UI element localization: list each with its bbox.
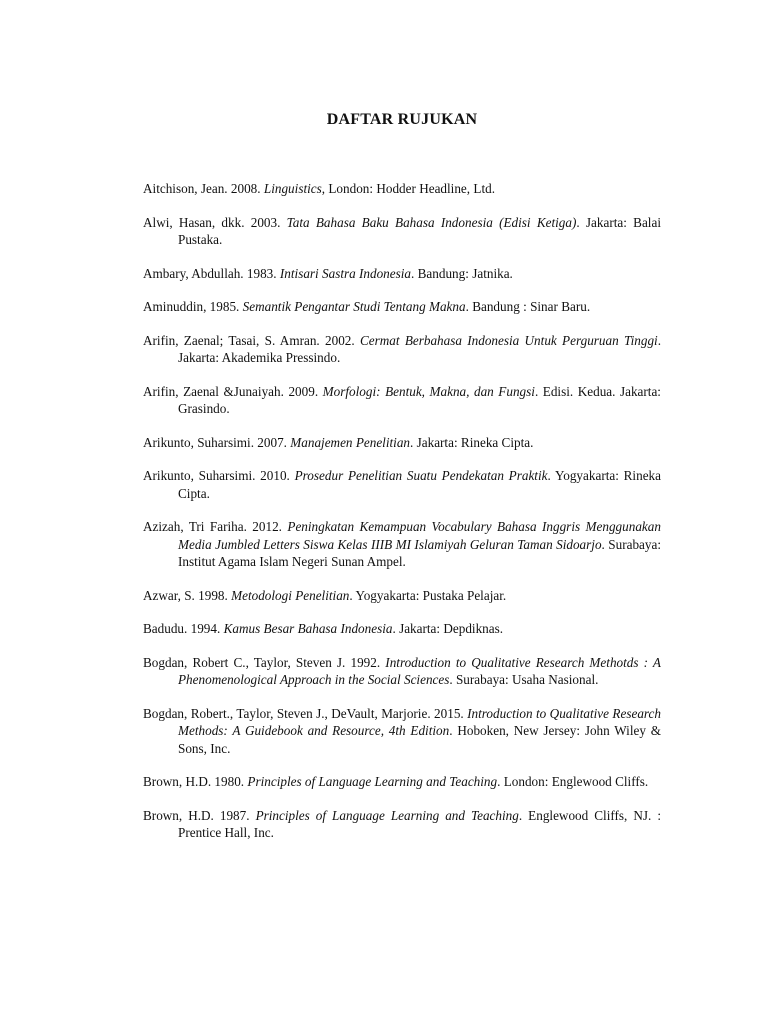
reference-publisher: . Hoboken, New Jersey: John Wiley & Sons, Inc. bbox=[178, 723, 661, 756]
reference-publisher: . Jakarta: Balai Pustaka. bbox=[178, 214, 661, 247]
reference-entry bbox=[143, 518, 661, 571]
reference-entry bbox=[143, 773, 661, 791]
reference-entry bbox=[143, 620, 661, 638]
reference-title: Cermat Berbahasa Indonesia Untuk Perguruan Tinggi bbox=[359, 332, 658, 348]
reference-publisher: . Jakarta: Depdiknas. bbox=[392, 621, 504, 636]
reference-entry bbox=[143, 467, 661, 502]
reference-publisher: . Bandung : Sinar Baru. bbox=[465, 299, 591, 314]
reference-entry bbox=[143, 654, 661, 689]
page-title: DAFTAR RUJUKAN bbox=[326, 111, 478, 128]
reference-title: Linguistics bbox=[263, 181, 322, 196]
reference-author-year: Ambary, Abdullah. 1983. bbox=[143, 265, 280, 281]
reference-author-year: Aminuddin, 1985. bbox=[143, 299, 243, 314]
reference-publisher: . Englewood Cliffs, NJ. : Prentice Hall, Inc. bbox=[178, 807, 661, 840]
reference-publisher: . Edisi. Kedua. Jakarta: Grasindo. bbox=[178, 383, 661, 416]
reference-title: Metodologi Penelitian bbox=[231, 587, 350, 603]
reference-title: Semantik Pengantar Studi Tentang Makna bbox=[242, 299, 466, 314]
reference-author-year: Brown, H.D. 1987. bbox=[143, 807, 256, 823]
reference-author-year: Aitchison, Jean. 2008. bbox=[143, 181, 264, 196]
reference-author-year: Brown, H.D. 1980. bbox=[143, 774, 248, 789]
reference-author-year: Arifin, Zaenal; Tasai, S. Amran. 2002. bbox=[143, 332, 360, 348]
reference-author-year: Alwi, Hasan, dkk. 2003. bbox=[143, 214, 287, 230]
reference-publisher: , London: Hodder Headline, Ltd. bbox=[321, 181, 495, 196]
reference-entry bbox=[143, 705, 661, 758]
reference-publisher: . Surabaya: Institut Agama Islam Negeri Sunan Ampel. bbox=[178, 536, 662, 569]
reference-entry bbox=[143, 214, 661, 249]
reference-title: Principles of Language Learning and Teaching bbox=[255, 807, 519, 823]
reference-title: Tata Bahasa Baku Bahasa Indonesia (Edisi Ketiga) bbox=[286, 214, 577, 230]
reference-title: Intisari Sastra Indonesia bbox=[279, 265, 412, 281]
reference-title: Morfologi: Bentuk, Makna, dan Fungsi bbox=[322, 383, 535, 399]
reference-author-year: Azwar, S. 1998. bbox=[143, 587, 232, 603]
reference-entry bbox=[143, 180, 661, 198]
reference-title: Introduction to Qualitative Research Methotds : A Phenomenological Approach in the Social Sciences bbox=[178, 654, 661, 687]
reference-publisher: . Jakarta: Rineka Cipta. bbox=[410, 434, 534, 450]
reference-entry bbox=[143, 332, 661, 367]
reference-publisher: . Bandung: Jatnika. bbox=[411, 265, 513, 281]
reference-publisher: . Surabaya: Usaha Nasional. bbox=[449, 672, 599, 687]
reference-title: Introduction to Qualitative Research Methods: A Guidebook and Resource, 4th Edition bbox=[178, 705, 661, 738]
reference-title: Manajemen Penelitian bbox=[290, 434, 411, 450]
reference-author-year: Bogdan, Robert C., Taylor, Steven J. 1992. bbox=[143, 654, 386, 670]
reference-entry bbox=[143, 265, 661, 283]
reference-title: Peningkatan Kemampuan Vocabulary Bahasa Inggris Menggunakan Media Jumbled Letters Siswa Kelas IIIB MI Islamiyah Geluran Taman Sidoarjo bbox=[178, 519, 661, 552]
reference-author-year: Bogdan, Robert., Taylor, Steven J., DeVault, Marjorie. 2015. bbox=[143, 705, 468, 721]
reference-author-year: Badudu. 1994. bbox=[143, 621, 224, 636]
reference-entry bbox=[143, 807, 661, 842]
reference-publisher: . Jakarta: Akademika Pressindo. bbox=[178, 332, 662, 365]
reference-publisher: . London: Englewood Cliffs. bbox=[497, 774, 649, 789]
reference-list bbox=[143, 180, 661, 858]
reference-author-year: Arifin, Zaenal &Junaiyah. 2009. bbox=[143, 383, 323, 399]
reference-entry bbox=[143, 383, 661, 418]
reference-title: Prosedur Penelitian Suatu Pendekatan Praktik bbox=[294, 468, 548, 483]
reference-publisher: . Yogyakarta: Pustaka Pelajar. bbox=[349, 587, 507, 603]
reference-title: Kamus Besar Bahasa Indonesia bbox=[223, 621, 393, 636]
reference-entry bbox=[143, 298, 661, 316]
reference-entry bbox=[143, 587, 661, 605]
reference-author-year: Arikunto, Suharsimi. 2010. bbox=[143, 468, 295, 483]
reference-publisher: . Yogyakarta: Rineka Cipta. bbox=[178, 468, 661, 501]
reference-title: Principles of Language Learning and Teaching bbox=[247, 774, 498, 789]
reference-author-year: Azizah, Tri Fariha. 2012. bbox=[143, 519, 288, 534]
reference-entry bbox=[143, 434, 661, 452]
reference-author-year: Arikunto, Suharsimi. 2007. bbox=[143, 434, 291, 450]
